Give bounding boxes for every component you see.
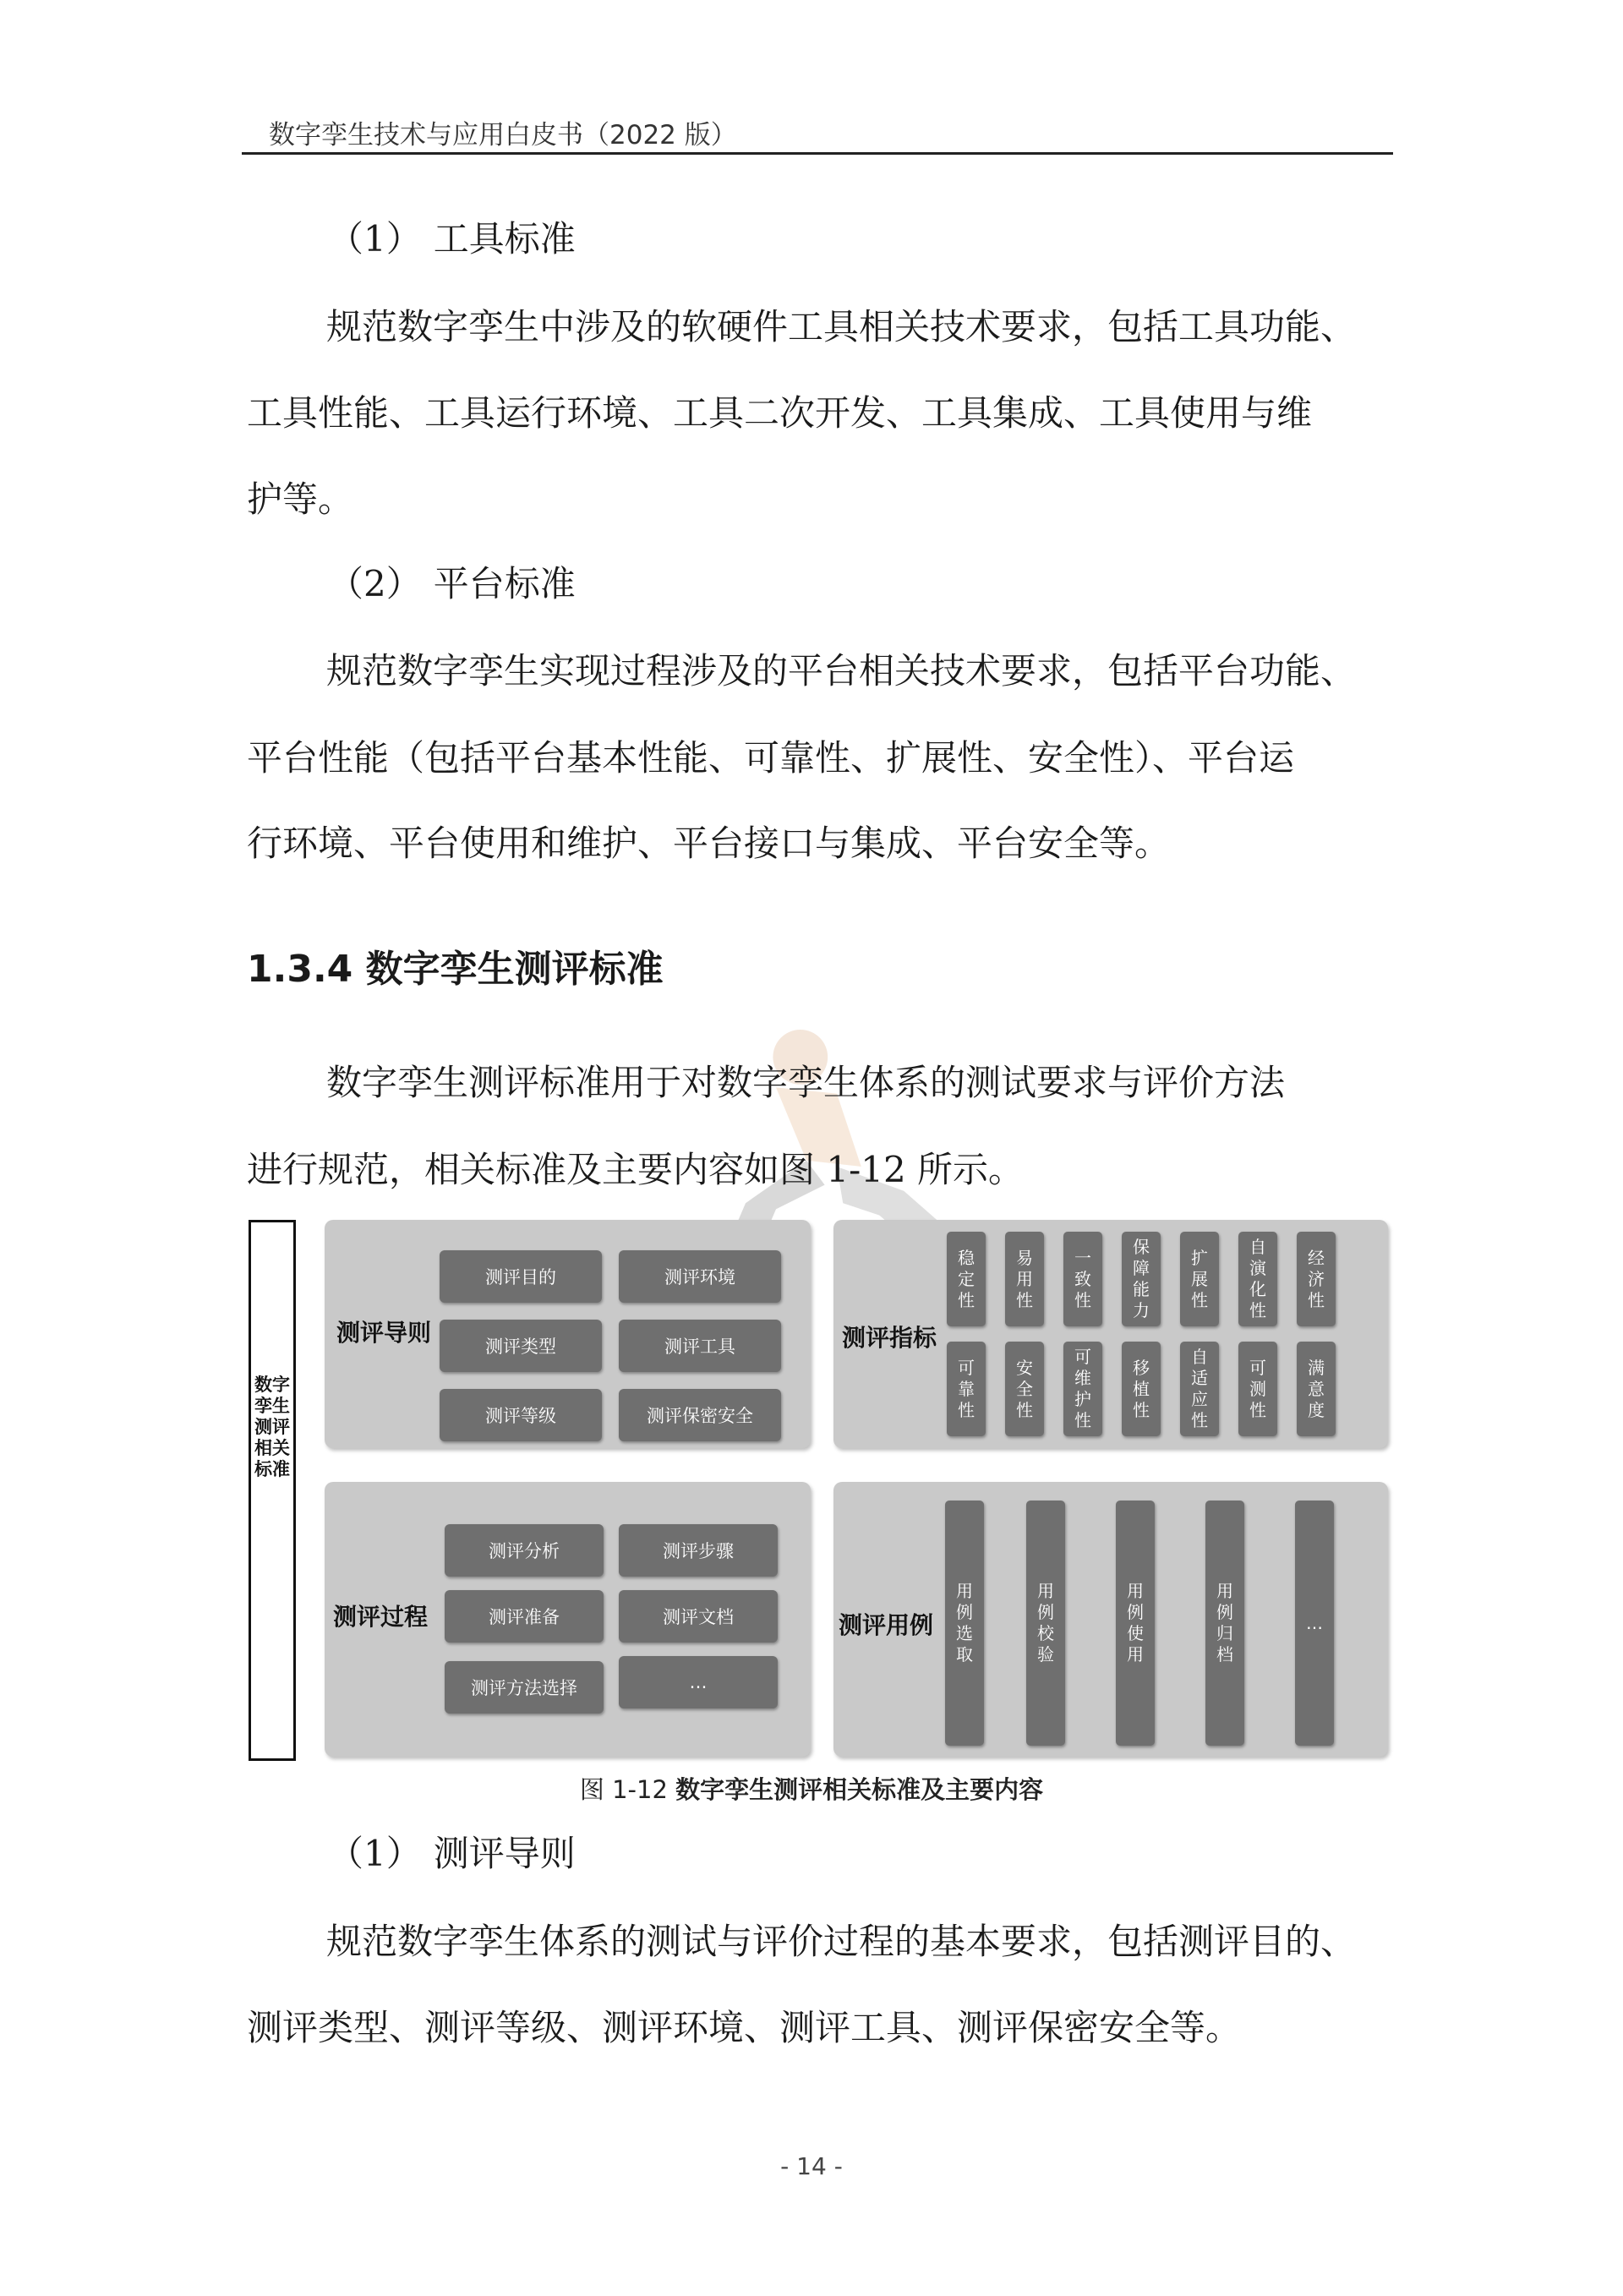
process-item-2: 测评步骤: [619, 1524, 778, 1577]
metric-top-7: 经济性: [1297, 1232, 1336, 1326]
tools-line-1: 规范数字孪生中涉及的软硬件工具相关技术要求，包括工具功能、: [326, 306, 1357, 347]
process-item-6: …: [619, 1656, 778, 1708]
panel-cases: [833, 1482, 1388, 1757]
figure-side-label-box: [249, 1220, 296, 1761]
metric-top-5: 扩展性: [1180, 1232, 1219, 1326]
figure-caption-title: 数字孪生测评相关标准及主要内容: [675, 1775, 1044, 1804]
process-item-1: 测评分析: [445, 1524, 604, 1577]
figure-side-label: 数字孪生测评相关标准: [254, 1375, 290, 1479]
tools-heading: （1） 工具标准: [328, 218, 576, 260]
guide-heading: （1） 测评导则: [328, 1833, 576, 1874]
guide-item-3: 测评类型: [440, 1320, 602, 1372]
tools-line-3: 护等。: [247, 478, 354, 520]
case-item-5: …: [1295, 1501, 1334, 1746]
case-item-2: 用例校验: [1026, 1501, 1065, 1746]
guide-line-1: 规范数字孪生体系的测试与评价过程的基本要求，包括测评目的、: [326, 1921, 1357, 1962]
metric-bottom-6: 可测性: [1238, 1342, 1277, 1436]
metric-bottom-5: 自适应性: [1180, 1342, 1219, 1436]
platform-heading: （2） 平台标准: [328, 563, 576, 604]
header-rule: [242, 152, 1393, 155]
guide-item-2: 测评环境: [619, 1250, 781, 1303]
process-item-3: 测评准备: [445, 1590, 604, 1643]
panel-guide: [325, 1220, 811, 1448]
process-item-4: 测评文档: [619, 1590, 778, 1643]
figure-caption: [0, 1771, 1623, 1806]
case-item-3: 用例使用: [1116, 1501, 1155, 1746]
guide-item-1: 测评目的: [440, 1250, 602, 1303]
panel-metrics-label: 测评指标: [842, 1324, 937, 1352]
intro-line-1: 数字孪生测评标准用于对数字孪生体系的测试要求与评价方法: [326, 1062, 1286, 1103]
panel-guide-label: 测评导则: [336, 1319, 432, 1347]
tools-line-2: 工具性能、工具运行环境、工具二次开发、工具集成、工具使用与维: [247, 392, 1313, 434]
guide-item-5: 测评等级: [440, 1389, 602, 1441]
figure-caption-number: 图 1-12: [579, 1775, 668, 1804]
guide-line-2: 测评类型、测评等级、测评环境、测评工具、测评保密安全等。: [247, 2007, 1242, 2048]
panel-metrics: [833, 1220, 1388, 1448]
panel-cases-label: 测评用例: [839, 1611, 934, 1639]
metric-top-6: 自演化性: [1238, 1232, 1277, 1326]
metric-bottom-4: 移植性: [1122, 1342, 1161, 1436]
page-number: - 14 -: [780, 2152, 843, 2180]
panel-process: [325, 1482, 811, 1757]
process-item-5: 测评方法选择: [445, 1661, 604, 1714]
platform-line-3: 行环境、平台使用和维护、平台接口与集成、平台安全等。: [247, 823, 1171, 864]
metric-top-4: 保障能力: [1122, 1232, 1161, 1326]
intro-line-2: 进行规范，相关标准及主要内容如图 1-12 所示。: [247, 1149, 1025, 1190]
case-item-4: 用例归档: [1205, 1501, 1244, 1746]
platform-line-2: 平台性能（包括平台基本性能、可靠性、扩展性、安全性）、平台运: [247, 737, 1295, 779]
metric-bottom-3: 可维护性: [1063, 1342, 1102, 1436]
metric-bottom-1: 可靠性: [947, 1342, 986, 1436]
case-item-1: 用例选取: [945, 1501, 984, 1746]
guide-item-6: 测评保密安全: [619, 1389, 781, 1441]
metric-top-2: 易用性: [1005, 1232, 1044, 1326]
metric-bottom-7: 满意度: [1297, 1342, 1336, 1436]
metric-bottom-2: 安全性: [1005, 1342, 1044, 1436]
platform-line-1: 规范数字孪生实现过程涉及的平台相关技术要求，包括平台功能、: [326, 650, 1357, 692]
section-heading-1-3-4: 1.3.4 数字孪生测评标准: [247, 948, 664, 991]
guide-item-4: 测评工具: [619, 1320, 781, 1372]
panel-process-label: 测评过程: [333, 1603, 429, 1631]
metric-top-1: 稳定性: [947, 1232, 986, 1326]
metric-top-3: 一致性: [1063, 1232, 1102, 1326]
running-header: 数字孪生技术与应用白皮书（2022 版）: [269, 120, 737, 150]
